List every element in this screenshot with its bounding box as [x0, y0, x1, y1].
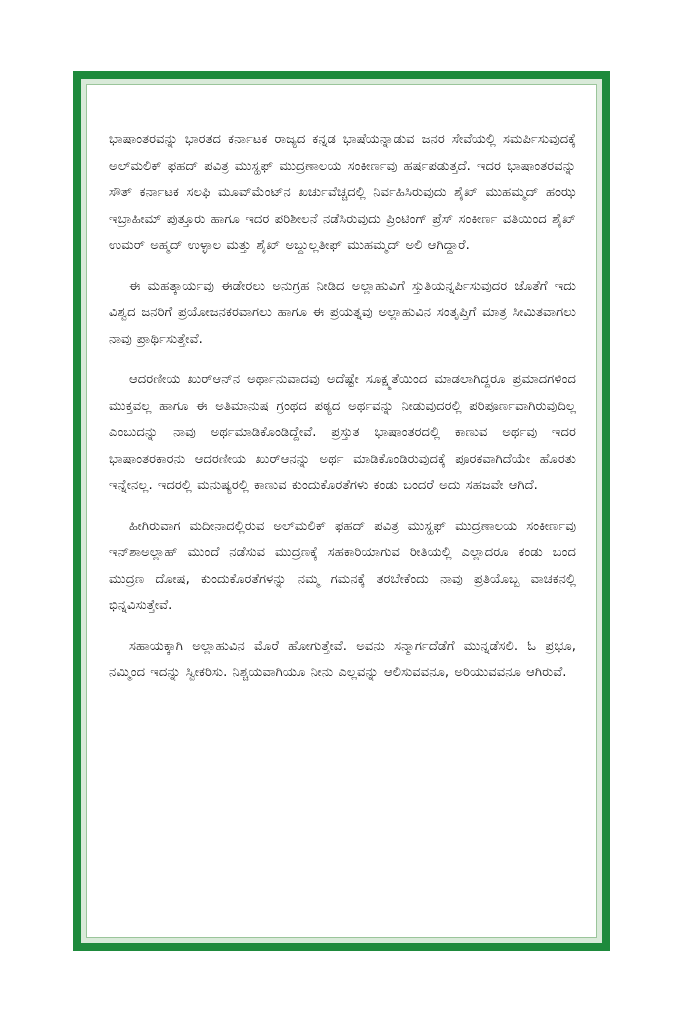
paragraph-4: ಹೀಗಿರುವಾಗ ಮದೀನಾದಲ್ಲಿರುವ ಅಲ್‌ಮಲಿಕ್ ಫಹದ್ ಪವಿತ್ರ ಮುಸ್ಹಫ್ ಮುದ್ರಣಾಲಯ ಸಂಕೀರ್ಣವು ಇನ್‌ಶಾಅಲ್ಲಾಹ್ ಮುಂದೆ ನಡೆಸುವ ಮುದ್ರಣಕ್ಕೆ ಸಹಕಾರಿಯಾಗುವ ರೀತಿಯಲ್ಲಿ ಎಲ್ಲಾದರೂ ಕಂಡು ಬಂದ ಮುದ್ರಣ ದೋಷ, ಕುಂದುಕೊರತೆಗಳನ್ನು ನಮ್ಮ ಗಮನಕ್ಕೆ ತರಬೇಕೆಂದು ನಾವು ಪ್ರತಿಯೊಬ್ಬ ವಾಚಕನಲ್ಲಿ ಭಿನ್ನವಿಸುತ್ತೇವೆ.	[109, 518, 576, 613]
text-panel	[86, 84, 597, 938]
page-border-outer	[73, 71, 610, 951]
paragraph-5: ಸಹಾಯಕ್ಕಾಗಿ ಅಲ್ಲಾಹುವಿನ ಮೊರೆ ಹೋಗುತ್ತೇವೆ. ಅವನು ಸನ್ಮಾರ್ಗದೆಡೆಗೆ ಮುನ್ನಡೆಸಲಿ. ಓ ಪ್ರಭೂ, ನಮ್ಮಿಂದ ಇದನ್ನು ಸ್ವೀಕರಿಸು. ನಿಶ್ಚಯವಾಗಿಯೂ ನೀನು ಎಲ್ಲವನ್ನು ಆಲಿಸುವವನೂ, ಅರಿಯುವವನೂ ಆಗಿರುವೆ.	[109, 638, 576, 680]
page-border-inner	[81, 79, 602, 943]
paragraph-2: ಈ ಮಹತ್ಕಾರ್ಯವು ಈಡೇರಲು ಅನುಗ್ರಹ ನೀಡಿದ ಅಲ್ಲಾಹುವಿಗೆ ಸ್ತುತಿಯನ್ನರ್ಪಿಸುವುದರ ಜೊತೆಗೆ ಇದು ವಿಶ್ವದ ಜನರಿಗೆ ಪ್ರಯೋಜನಕರವಾಗಲು ಹಾಗೂ ಈ ಪ್ರಯತ್ನವು ಅಲ್ಲಾಹುವಿನ ಸಂತೃಪ್ತಿಗೆ ಮಾತ್ರ ಸೀಮಿತವಾಗಲು ನಾವು ಪ್ರಾರ್ಥಿಸುತ್ತೇವೆ.	[109, 278, 576, 347]
paragraph-1: ಭಾಷಾಂತರವನ್ನು ಭಾರತದ ಕರ್ನಾಟಕ ರಾಜ್ಯದ ಕನ್ನಡ ಭಾಷೆಯನ್ನಾಡುವ ಜನರ ಸೇವೆಯಲ್ಲಿ ಸಮರ್ಪಿಸುವುದಕ್ಕೆ ಅಲ್‌ಮಲಿಕ್ ಫಹದ್ ಪವಿತ್ರ ಮುಸ್ಹಫ್ ಮುದ್ರಣಾಲಯ ಸಂಕೀರ್ಣವು ಹರ್ಷಪಡುತ್ತದೆ. ಇದರ ಭಾಷಾಂತರವನ್ನು ಸೌತ್ ಕರ್ನಾಟಕ ಸಲಫಿ ಮೂವ್‌ಮೆಂಟ್‌ನ ಖರ್ಚುವೆಚ್ಚದಲ್ಲಿ ನಿರ್ವಹಿಸಿರುವುದು ಶೈಖ್ ಮುಹಮ್ಮದ್ ಹಂಝ ಇಬ್ರಾಹೀಮ್ ಪುತ್ತೂರು ಹಾಗೂ ಇದರ ಪರಿಶೀಲನೆ ನಡೆಸಿರುವುದು ಪ್ರಿಂಟಿಂಗ್ ಪ್ರೆಸ್ ಸಂಕೀರ್ಣ ವತಿಯಿಂದ ಶೈಖ್ ಉಮರ್ ಅಹ್ಮದ್ ಉಳ್ಳಾಲ ಮತ್ತು ಶೈಖ್ ಅಬ್ದುಲ್ಲತೀಫ್ ಮುಹಮ್ಮದ್ ಅಲಿ ಆಗಿದ್ದಾರೆ.	[109, 132, 576, 253]
paragraph-3: ಆದರಣೀಯ ಖುರ್‌ಆನ್‌ನ ಅರ್ಥಾನುವಾದವು ಅದೆಷ್ಟೇ ಸೂಕ್ಷ್ಮತೆಯಿಂದ ಮಾಡಲಾಗಿದ್ದರೂ ಪ್ರಮಾದಗಳಿಂದ ಮುಕ್ತವಲ್ಲ ಹಾಗೂ ಈ ಅತಿಮಾನುಷ ಗ್ರಂಥದ ಪಠ್ಯದ ಅರ್ಥವನ್ನು ನೀಡುವುದರಲ್ಲಿ ಪರಿಪೂರ್ಣವಾಗಿರುವುದಿಲ್ಲ ಎಂಬುದನ್ನು ನಾವು ಅರ್ಥಮಾಡಿಕೊಂಡಿದ್ದೇವೆ. ಪ್ರಸ್ತುತ ಭಾಷಾಂತರದಲ್ಲಿ ಕಾಣುವ ಅರ್ಥವು ಇದರ ಭಾಷಾಂತರಕಾರನು ಆದರಣೀಯ ಖುರ್‌ಆನನ್ನು ಅರ್ಥ ಮಾಡಿಕೊಂಡಿರುವುದಕ್ಕೆ ಪೂರಕವಾಗಿದೆಯೇ ಹೊರತು ಇನ್ನೇನಲ್ಲ. ಇದರಲ್ಲಿ ಮನುಷ್ಯರಲ್ಲಿ ಕಾಣುವ ಕುಂದುಕೊರತೆಗಳು ಕಂಡು ಬಂದರೆ ಅದು ಸಹಜವೇ ಆಗಿದೆ.	[109, 372, 576, 493]
